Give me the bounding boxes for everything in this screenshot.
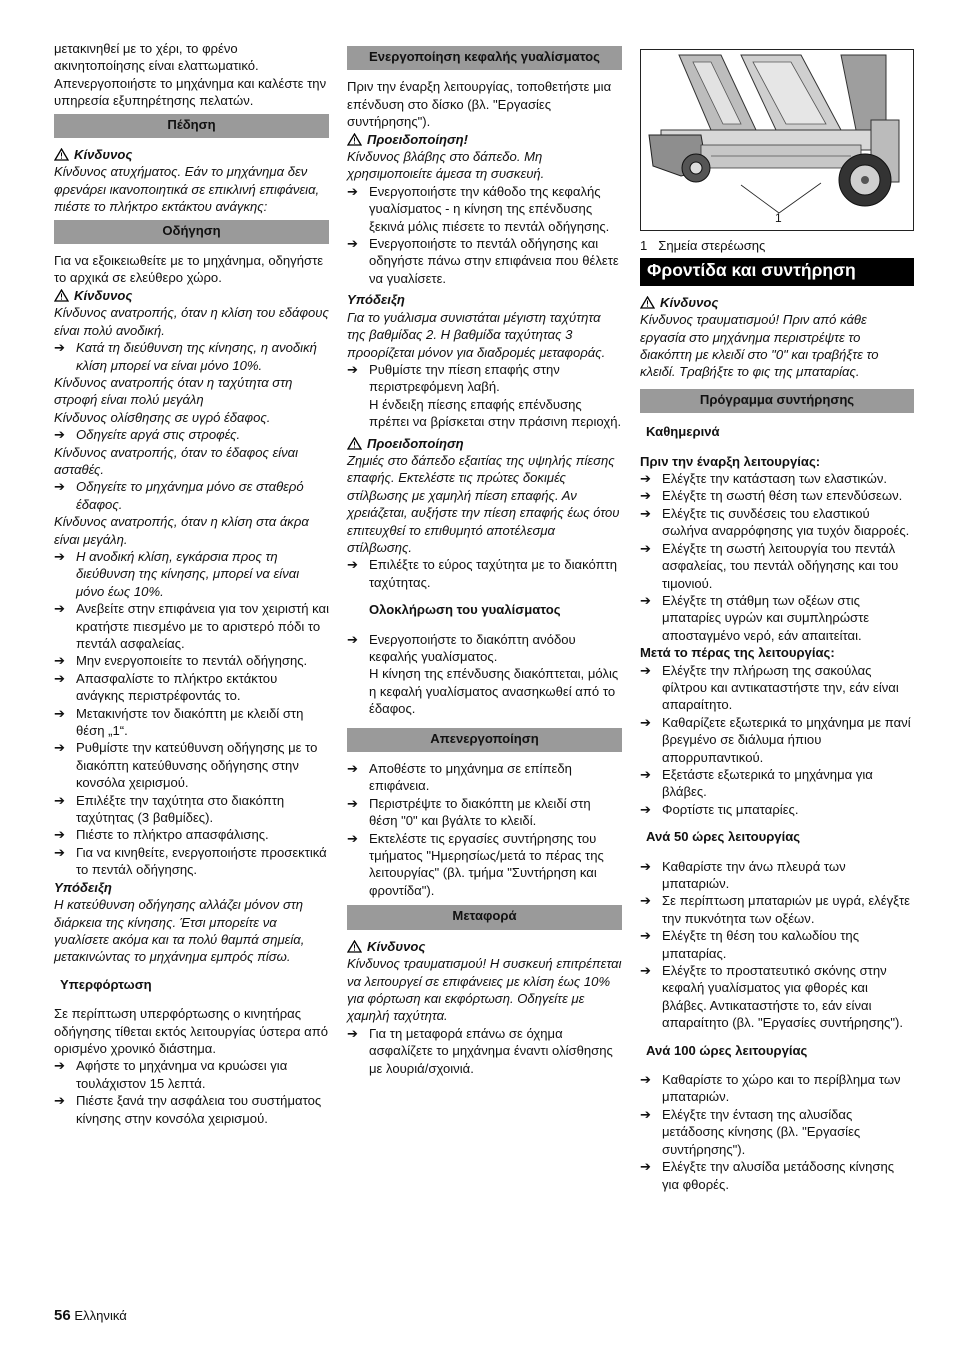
list-item: ➔ Ρυθμίστε την πίεση επαφής στην περιστρεφόμενη λαβή.	[347, 361, 560, 395]
danger-title: Κίνδυνος	[54, 287, 329, 304]
list-item: ➔ Μετακινήστε τον διακόπτη με κλειδί στη θέση „1“.	[54, 705, 304, 739]
list-item: ➔ Ελέγξτε τη σωστή λειτουργία του πεντάλ ασφαλείας, του πεντάλ οδήγησης και του τιμονιού.	[640, 540, 899, 591]
h50-steps	[640, 858, 914, 1032]
warning-title: Προειδοποίηση!	[347, 131, 622, 148]
list-item: ➔ Ελέγξτε τη σωστή θέση των επενδύσεων.	[640, 488, 903, 504]
list-item: ➔ Ελέγξτε τη στάθμη των οξέων στις μπαταρίες υγρών και συμπληρώστε αποσταγμένο νερό, εάν απαιτείται.	[640, 592, 870, 643]
arrow-icon: ➔	[54, 740, 65, 756]
note-block	[54, 879, 329, 966]
danger-text: Κίνδυνος ανατροπής, όταν το έδαφος είναι ασταθές.	[54, 444, 299, 477]
arrow-icon: ➔	[54, 601, 65, 617]
arrow-icon: ➔	[640, 963, 651, 979]
section-transport-heading: Μεταφορά	[347, 905, 622, 929]
arrow-icon: ➔	[54, 340, 65, 356]
warning-triangle-icon	[640, 296, 655, 309]
note-title: Υπόδειξη	[347, 292, 405, 308]
column-2	[347, 40, 622, 1077]
arrow-icon: ➔	[640, 1072, 651, 1088]
pressure-note: Η ένδειξη πίεσης επαφής επένδυσης πρέπει να βρίσκεται στην πράσινη περιοχή.	[369, 396, 622, 430]
warning-triangle-icon	[347, 133, 362, 146]
language-label: Ελληνικά	[74, 1308, 127, 1323]
every-100h-heading: Ανά 100 ώρες λειτουργίας	[646, 1042, 808, 1058]
list-item: ➔ Απασφαλίστε το πλήκτρο εκτάκτου ανάγκης περιστρέφοντάς το.	[54, 670, 278, 704]
danger-text: Κίνδυνος τραυματισμού! Πριν από κάθε εργασία στο μηχάνημα περιστρέψτε το διακόπτη με κλειδί στο "0" και τραβήξτε το κλειδί. Τραβήξτε το φις της μπαταρίας.	[640, 312, 879, 380]
arrow-icon: ➔	[640, 662, 651, 678]
list-item: ➔ Εκτελέστε τις εργασίες συντήρησης του τμήματος "Ημερησίως/μετά το πέρας της λειτουργίας" (βλ. τμήμα "Συντήρηση και φροντίδα").	[347, 830, 604, 898]
arrow-icon: ➔	[640, 540, 651, 556]
arrow-icon: ➔	[640, 893, 651, 909]
daily-heading: Καθημερινά	[646, 424, 720, 440]
danger-block	[54, 146, 329, 216]
note-text: Για το γυάλισμα συνιστάται μέγιστη ταχύτητα της βαθμίδας 2. Η βαθμίδα ταχύτητας 3 προορίζεται μόνον για διαδρομές μεταφοράς.	[347, 309, 606, 360]
overload-steps	[54, 1057, 329, 1127]
danger-title: Κίνδυνος	[640, 294, 914, 311]
arrow-icon: ➔	[347, 183, 358, 199]
list-item: ➔ Ελέγξτε την ένταση της αλυσίδας μετάδοσης κίνησης (βλ. "Εργασίες συντήρησης").	[640, 1106, 861, 1157]
figure-label: 1	[775, 211, 782, 225]
section-deactivate-heading: Απενεργοποίηση	[347, 728, 622, 752]
list-item: ➔ Ελέγξτε την πλήρωση της σακούλας φίλτρου και αντικαταστήστε την, εάν είναι απαραίτητο.	[640, 662, 899, 713]
danger-block	[640, 294, 914, 381]
finish-heading: Ολοκλήρωση του γυαλίσματος	[369, 602, 561, 618]
danger-block	[54, 287, 329, 600]
overload-text: Σε περίπτωση υπερφόρτωσης ο κινητήρας οδήγησης τίθεται εκτός λειτουργίας ύστερα από ορισμένο χρονικό διάστημα.	[54, 1006, 329, 1056]
warning-triangle-icon	[347, 437, 362, 450]
arrow-icon: ➔	[640, 858, 651, 874]
after-steps	[640, 662, 914, 819]
speed-steps	[347, 556, 622, 591]
before-operation-heading: Πριν την έναρξη λειτουργίας:	[640, 453, 821, 469]
list-item: ➔ Καθαρίστε την άνω πλευρά των μπαταριών.	[640, 858, 846, 891]
list-item: ➔ Για τη μεταφορά επάνω σε όχημα ασφαλίζετε το μηχάνημα έναντι ολίσθησης με λουριά/σχοινιά.	[347, 1025, 613, 1076]
before-steps	[640, 470, 914, 644]
list-item: ➔ Η ανοδική κλίση, εγκάρσια προς τη διεύθυνση της κίνησης, μπορεί να είναι μόνο έως 10%.	[54, 548, 300, 599]
arrow-icon: ➔	[347, 761, 358, 777]
arrow-icon: ➔	[347, 830, 358, 846]
every-50h-heading: Ανά 50 ώρες λειτουργίας	[646, 829, 801, 845]
arrow-icon: ➔	[640, 592, 651, 608]
column-1	[54, 40, 329, 1127]
list-item: ➔ Ενεργοποιήστε το διακόπτη ανόδου κεφαλής γυαλίσματος.	[347, 631, 576, 664]
note-title: Υπόδειξη	[54, 879, 112, 895]
arrow-icon: ➔	[54, 427, 65, 443]
pressure-steps	[347, 361, 622, 396]
list-item: ➔ Οδηγείτε αργά στις στροφές.	[54, 427, 241, 443]
driving-steps	[54, 600, 329, 879]
section-driving-heading: Οδήγηση	[54, 220, 329, 244]
arrow-icon: ➔	[347, 557, 358, 573]
care-maintenance-heading: Φροντίδα και συντήρηση	[640, 258, 914, 285]
section-activate-heading: Ενεργοποίηση κεφαλής γυαλίσματος	[347, 46, 622, 70]
activate-text: Πριν την έναρξη λειτουργίας, τοποθετήστε μια επένδυση στο δίσκο (βλ. "Εργασίες συντήρησης").	[347, 79, 612, 130]
list-item: ➔ Εξετάστε εξωτερικά το μηχάνημα για βλάβες.	[640, 766, 873, 800]
arrow-icon: ➔	[54, 479, 65, 495]
arrow-icon: ➔	[347, 361, 358, 377]
arrow-icon: ➔	[640, 505, 651, 521]
finish-steps	[347, 631, 622, 666]
warning-block	[347, 131, 622, 183]
transport-steps	[347, 1025, 622, 1077]
arrow-icon: ➔	[54, 705, 65, 721]
machine-illustration	[640, 49, 914, 231]
warning-text: Ζημιές στο δάπεδο εξαιτίας της υψηλής πίεσης επαφής. Εκτελέστε τις πρώτες δοκιμές στίλβωσης με χαμηλή πίεση επαφής. Αν χρειάζεται, αυξήστε την πίεση επαφής έως ότου επιτευχθεί το επιθυμητό αποτέλεσμα στίλβωσης.	[347, 452, 620, 555]
arrow-icon: ➔	[54, 1093, 65, 1109]
list-item: ➔ Ελέγξτε τη θέση του καλωδίου της μπαταρίας.	[640, 928, 860, 961]
deactivate-steps	[347, 760, 622, 899]
arrow-icon: ➔	[640, 801, 651, 817]
arrow-icon: ➔	[640, 471, 651, 487]
list-item: ➔ Φορτίστε τις μπαταρίες.	[640, 801, 799, 817]
list-item: ➔ Ενεργοποιήστε την κάθοδο της κεφαλής γυαλίσματος - η κίνηση της επένδυσης ξεκινά μόλις πιέσετε το πεντάλ οδήγησης.	[347, 183, 610, 234]
section-braking-heading: Πέδηση	[54, 114, 329, 138]
arrow-icon: ➔	[640, 1106, 651, 1122]
arrow-icon: ➔	[640, 928, 651, 944]
arrow-icon: ➔	[54, 548, 65, 564]
arrow-icon: ➔	[640, 488, 651, 504]
figure-caption: 1 Σημεία στερέωσης	[640, 238, 766, 253]
danger-text: Κίνδυνος ανατροπής όταν η ταχύτητα στη στροφή είναι πολύ μεγάλη	[54, 374, 293, 408]
list-item: ➔ Επιλέξτε την ταχύτητα στο διακόπτη ταχύτητας (3 βαθμίδες).	[54, 792, 285, 826]
list-item: ➔ Επιλέξτε το εύρος ταχύτητα με το διακόπτη ταχύτητας.	[347, 557, 618, 590]
driving-intro: Για να εξοικειωθείτε με το μηχάνημα, οδηγήστε το αρχικά σε ελεύθερο χώρο.	[54, 253, 324, 286]
list-item: ➔ Πιέστε ξανά την ασφάλεια του συστήματος κίνησης στην κονσόλα χειρισμού.	[54, 1093, 322, 1126]
list-item: ➔ Ελέγξτε το προστατευτικό σκόνης στην κεφαλή γυαλίσματος για φθορές και βλάβες. Αντικαταστήστε το, εάν είναι απαραίτητο (βλ. "Εργασίες συντήρησης").	[640, 963, 904, 1031]
list-item: ➔ Αφήστε το μηχάνημα να κρυώσει για τουλάχιστον 15 λεπτά.	[54, 1058, 288, 1091]
h100-steps	[640, 1071, 914, 1193]
list-item: ➔ Κατά τη διεύθυνση της κίνησης, η ανοδική κλίση μπορεί να είναι μόνο 10%.	[54, 340, 317, 373]
list-item: ➔ Ανεβείτε στην επιφάνεια για τον χειριστή και κρατήστε πιεσμένο με το αριστερό πόδι το πεντάλ ασφαλείας.	[54, 601, 330, 651]
arrow-icon: ➔	[640, 766, 651, 782]
list-item: ➔ Ρυθμίστε την κατεύθυνση οδήγησης με το διακόπτη κατεύθυνσης οδήγησης στην κονσόλα χειρισμού.	[54, 740, 318, 791]
arrow-icon: ➔	[54, 827, 65, 843]
list-item: ➔ Περιστρέψτε το διακόπτη με κλειδί στη θέση "0" και βγάλτε το κλειδί.	[347, 795, 591, 829]
after-operation-heading: Μετά το πέρας της λειτουργίας:	[640, 645, 835, 661]
overload-heading: Υπερφόρτωση	[60, 976, 152, 992]
note-text: Η κατεύθυνση οδήγησης αλλάζει μόνον στη διάρκεια της κίνησης. Έτσι μπορείτε να γυαλίσετε ακόμα και τα πολύ θαμπά σημεία, μετακινώντας το μηχάνημα εμπρός πίσω.	[54, 897, 305, 965]
page-footer	[54, 1307, 127, 1324]
arrow-icon: ➔	[54, 1058, 65, 1074]
warning-triangle-icon	[54, 148, 69, 161]
danger-text: Κίνδυνος ατυχήματος. Εάν το μηχάνημα δεν φρενάρει ικανοποιητικά σε επικλινή επιφάνεια, πιέστε το πλήκτρο εκτάκτου ανάγκης:	[54, 164, 320, 215]
warning-text: Κίνδυνος βλάβης στο δάπεδο. Μη χρησιμοποιείτε άμεσα τη συσκευή.	[347, 149, 545, 182]
list-item: ➔ Ελέγξτε την κατάσταση των ελαστικών.	[640, 471, 888, 487]
arrow-icon: ➔	[54, 670, 65, 686]
note-block	[347, 291, 622, 361]
arrow-icon: ➔	[54, 653, 65, 669]
arrow-icon: ➔	[347, 631, 358, 647]
list-item: ➔ Ελέγξτε την αλυσίδα μετάδοσης κίνησης για φθορές.	[640, 1159, 895, 1192]
arrow-icon: ➔	[54, 792, 65, 808]
warning-triangle-icon	[54, 289, 69, 302]
arrow-icon: ➔	[640, 1159, 651, 1175]
list-item: ➔ Πιέστε το πλήκτρο απασφάλισης.	[54, 827, 269, 843]
arrow-icon: ➔	[54, 844, 65, 860]
list-item: ➔ Οδηγείτε το μηχάνημα μόνο σε σταθερό έδαφος.	[54, 479, 304, 512]
list-item: ➔ Ενεργοποιήστε το πεντάλ οδήγησης και οδηγήστε πάνω στην επιφάνεια που θέλετε να γυαλίσετε.	[347, 236, 619, 286]
intro-text: μετακινηθεί με το χέρι, το φρένο ακινητοποίησης είναι ελαττωματικό. Απενεργοποιήστε το μηχάνημα και καλέστε την υπηρεσία εξυπηρέτησης πελατών.	[54, 41, 327, 109]
warning-block	[347, 435, 622, 557]
warning-triangle-icon	[347, 940, 362, 953]
arrow-icon: ➔	[347, 795, 358, 811]
danger-block	[347, 938, 622, 1025]
danger-text: Κίνδυνος τραυματισμού! Η συσκευή επιτρέπεται να λειτουργεί σε επιφάνειες με κλίση έως 10% για φόρτωση και εκφόρτωση. Οδηγείτε με χαμηλή ταχύτητα.	[347, 956, 622, 1024]
list-item: ➔ Αποθέστε το μηχάνημα σε επίπεδη επιφάνεια.	[347, 761, 572, 794]
danger-text: Κίνδυνος ανατροπής, όταν η κλίση του εδάφους είναι πολύ ανοδική.	[54, 305, 329, 338]
arrow-icon: ➔	[347, 1025, 358, 1041]
danger-text: Κίνδυνος ανατροπής, όταν η κλίση στα άκρα είναι μεγάλη.	[54, 514, 309, 547]
danger-text: Κίνδυνος ολίσθησης σε υγρό έδαφος.	[54, 409, 271, 425]
list-item: ➔ Καθαρίστε το χώρο και το περίβλημα των μπαταριών.	[640, 1072, 901, 1105]
danger-title: Κίνδυνος	[347, 938, 622, 955]
section-program-heading: Πρόγραμμα συντήρησης	[640, 389, 914, 413]
danger-title: Κίνδυνος	[54, 146, 329, 163]
list-item: ➔ Ελέγξτε τις συνδέσεις του ελαστικού σωλήνα αναρρόφησης για τυχόν διαρροές.	[640, 505, 910, 539]
activate-steps	[347, 183, 622, 287]
list-item: ➔ Σε περίπτωση μπαταριών με υγρά, ελέγξτε την πυκνότητα των οξέων.	[640, 893, 910, 926]
warning-title: Προειδοποίηση	[347, 435, 622, 452]
column-3	[640, 40, 914, 1193]
list-item: ➔ Για να κινηθείτε, ενεργοποιήστε προσεκτικά το πεντάλ οδήγησης.	[54, 844, 327, 878]
list-item: ➔ Μην ενεργοποιείτε το πεντάλ οδήγησης.	[54, 653, 308, 669]
machine-drawing	[641, 50, 913, 230]
finish-note: Η κίνηση της επένδυσης διακόπτεται, μόλις η κεφαλή γυαλίσματος ανασηκωθεί από το έδαφος.	[369, 666, 619, 717]
list-item: ➔ Καθαρίζετε εξωτερικά το μηχάνημα με πανί βρεγμένο σε διάλυμα ήπιου απορρυπαντικού.	[640, 714, 911, 765]
arrow-icon: ➔	[347, 236, 358, 252]
arrow-icon: ➔	[640, 714, 651, 730]
page-number: 56	[54, 1307, 71, 1324]
